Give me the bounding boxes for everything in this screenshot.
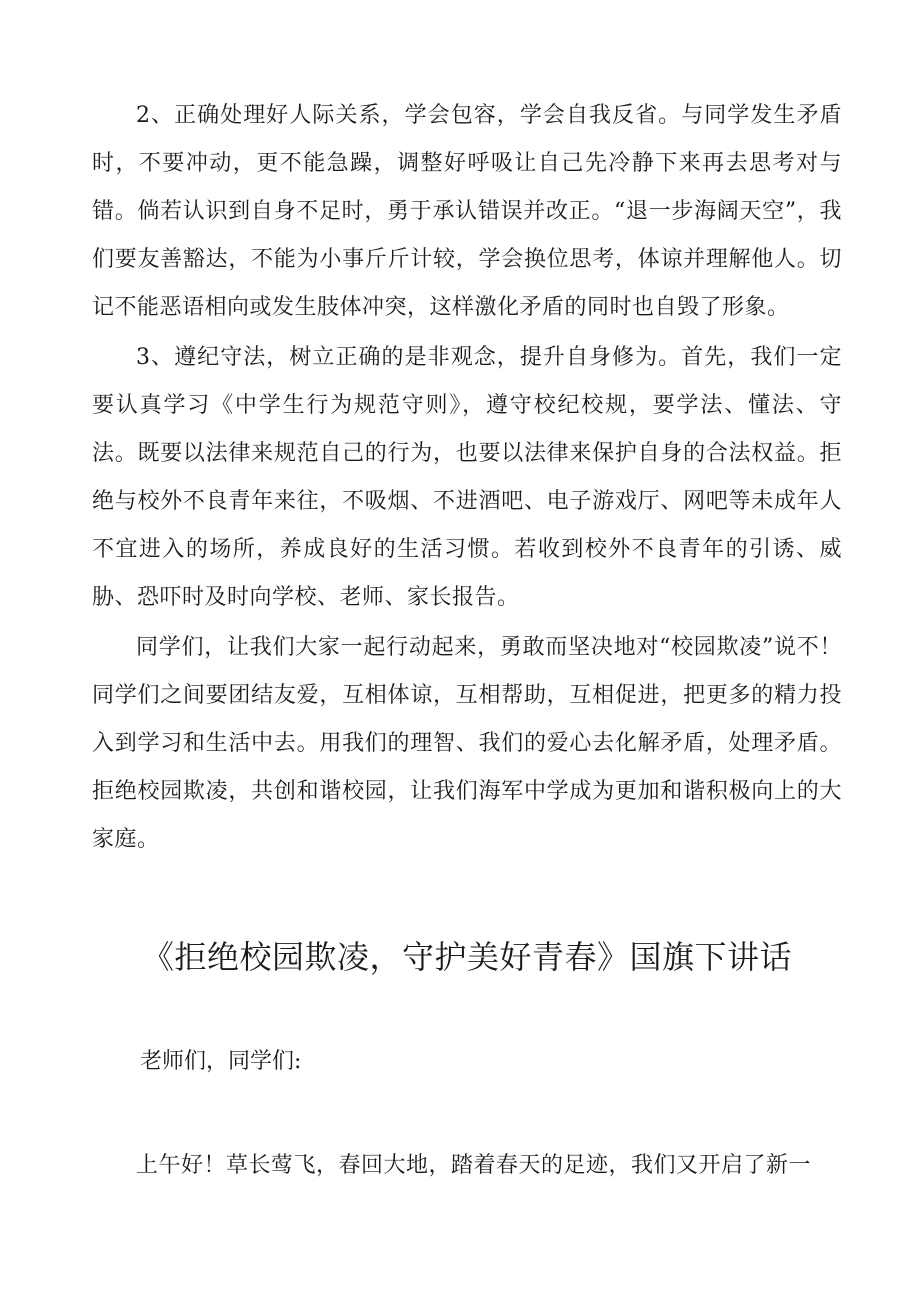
speech-salutation: 老师们，同学们:	[140, 1049, 302, 1074]
speech-title: 《拒绝校园欺凌，守护美好青春》国旗下讲话	[141, 938, 792, 976]
paragraph-call-to-action: 同学们，让我们大家一起行动起来，勇敢而坚决地对“校园欺凌”说不！同学们之间要团结友爱，互相体谅，互相帮助，互相促进，把更多的精力投入到学习和生活中去。用我们的理智、我们的爱心去化解矛盾，处理矛盾。拒绝校园欺凌，共创和谐校园，让我们海军中学成为更加和谐积极向上的大家庭。	[92, 635, 842, 852]
paragraph-interpersonal-relations: 2、正确处理好人际关系，学会包容，学会自我反省。与同学发生矛盾时，不要冲动，更不能急躁，调整好呼吸让自己先冷静下来再去思考对与错。倘若认识到自身不足时，勇于承认错误并改正。“退一步海阔天空”，我们要友善豁达，不能为小事斤斤计较，学会换位思考，体谅并理解他人。切记不能恶语相向或发生肢体冲突，这样激化矛盾的同时也自毁了形象。	[92, 103, 842, 320]
paragraph-obey-law: 3、遵纪守法，树立正确的是非观念，提升自身修为。首先，我们一定要认真学习《中学生行为规范守则》，遵守校纪校规，要学法、懂法、守法。既要以法律来规范自己的行为，也要以法律来保护自身的合法权益。拒绝与校外不良青年来往，不吸烟、不进酒吧、电子游戏厅、网吧等未成年人不宜进入的场所，养成良好的生活习惯。若收到校外不良青年的引诱、威胁、恐吓时及时向学校、老师、家长报告。	[92, 345, 842, 610]
speech-opening-line: 上午好！草长莺飞，春回大地，踏着春天的足迹，我们又开启了新一	[136, 1153, 812, 1178]
